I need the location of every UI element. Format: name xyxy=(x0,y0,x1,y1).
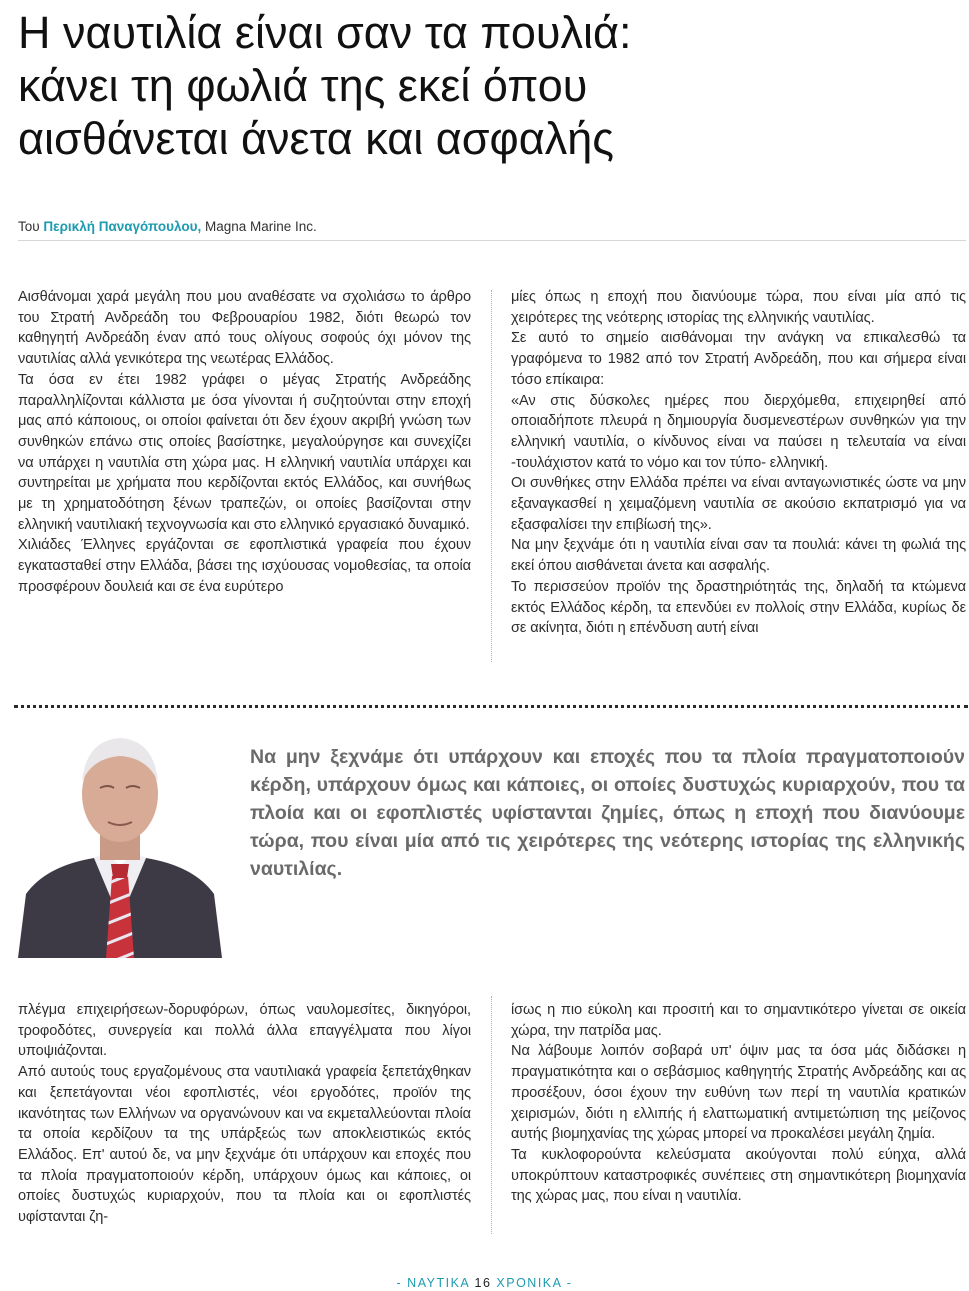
paragraph: μίες όπως η εποχή που διανύουμε τώρα, που είναι μία από τις χειρότερες της νεότερης ιστορίας της ελληνικής ναυτιλίας. xyxy=(511,289,966,326)
body-column-bottom-right xyxy=(511,1000,966,1207)
paragraph: Τα όσα εν έτει 1982 γράφει ο μέγας Στρατής Ανδρεάδης παραλληλίζονται κάλλιστα με όσα γίνονται ή συζητούνται στην εποχή μας από κάποιους, οι οποίοι φαίνεται ότι δεν έχουν ακριβή γνώση των συνθηκών επάνω στις οποίες βασίστηκε, μεγαλούργησε και συνεχίζει να υπάρχει η ναυτιλία στη χώρα μας. Η ελληνική ναυτιλία υπάρχει και συντηρείται με χρήματα που κερδίζονται εκτός Ελλάδος, και συνήθως με τη χρηματοδότηση ξένων τραπεζών, οι οποίες βασίζονται στην ελληνική ναυτιλιακή τεχνογνωσία και στο ελληνικό εργασιακό δυναμικό. xyxy=(18,371,471,533)
body-column-top-left xyxy=(18,287,471,598)
paragraph: Από αυτούς τους εργαζομένους στα ναυτιλιακά γραφεία ξεπετάχθηκαν και ξεπετάγονται νέοι εφοπλιστές, νέοι εργοδότες, προϊόν της ικανότητας των Ελλήνων να οργανώνουν και να εκμεταλλεύονται πλοία τα οποία κερδίζουν τα της υπάρξεώς των αποκλειστικώς εκτός Ελλάδος. Επ' αυτού δε, να μην ξεχνάμε ότι υπάρχουν και εποχές που τα πλοία πραγματοποιούν κέρδη, υπάρχουν όμως και κάποιες, οι οποίες δυστυχώς κυριαρχούν, που τα πλοία και οι εφοπλιστές υφίστανται ζη- xyxy=(18,1064,471,1226)
footer-publication-left: - ΝΑΥΤΙΚΑ xyxy=(396,1276,475,1290)
byline-author: Περικλή Παναγόπουλου, xyxy=(43,219,202,234)
paragraph: πλέγμα επιχειρήσεων-δορυφόρων, όπως ναυλομεσίτες, δικηγόροι, τροφοδότες, συνεργεία και πολλά άλλα επαγγέλματα που λίγοι υποψιάζονται. xyxy=(18,1002,471,1060)
headline-line: κάνει τη φωλιά της εκεί όπου xyxy=(18,60,588,111)
byline xyxy=(18,219,958,234)
article-headline xyxy=(18,6,958,165)
headline-line: αισθάνεται άνετα και ασφαλής xyxy=(18,113,614,164)
paragraph: Οι συνθήκες στην Ελλάδα πρέπει να είναι ανταγωνιστικές ώστε να μην εξαναγκασθεί η χειμαζόμενη ναυτιλία σε ακούσιο εκπατρισμό για να εξασφαλίσει την επιβίωσή της». xyxy=(511,475,966,533)
section-divider xyxy=(14,705,968,708)
footer-publication-right: ΧΡΟΝΙΚΑ - xyxy=(491,1276,573,1290)
paragraph: «Αν στις δύσκολες ημέρες που διερχόμεθα, επιχειρηθεί από οποιαδήποτε πλευρά η δημιουργία δυσμενεστέρων συνθηκών για την ελληνική ναυτιλία, ο κίνδυνος είναι να παύσει η τελευταία να είναι -τουλάχιστον κατά το νόμο και τον τύπο- ελληνική. xyxy=(511,392,966,471)
paragraph: Το περισσεύον προϊόν της δραστηριότητάς της, δηλαδή τα κτώμενα εκτός Ελλάδος κέρδη, τα επενδύει εν πολλοίς στην Ελλάδα, κυρίως δε σε ακίνητα, διότι η επένδυση αυτή είναι xyxy=(511,578,966,637)
byline-prefix: Του xyxy=(18,219,44,234)
paragraph: Αισθάνομαι χαρά μεγάλη που μου αναθέσατε να σχολιάσω το άρθρο του Στρατή Ανδρεάδη του Φεβρουαρίου 1982, διότι θεωρώ τον καθηγητή Ανδρεάδη έναν από τους ολίγους σοφούς όχι μόνον της ναυτιλίας αλλά γενικότερα της νεωτέρας Ελλάδος. xyxy=(18,289,471,368)
paragraph: Σε αυτό το σημείο αισθάνομαι την ανάγκη να επικαλεσθώ τα γραφόμενα το 1982 από τον Στρατή Ανδρεάδη, που και σήμερα είναι τόσο επίκαιρα: xyxy=(511,330,966,388)
headline-line: Η ναυτιλία είναι σαν τα πουλιά: xyxy=(18,7,632,58)
paragraph: Να μην ξεχνάμε ότι η ναυτιλία είναι σαν τα πουλιά: κάνει τη φωλιά της εκεί όπου αισθάνεται άνετα και ασφαλής. xyxy=(511,537,966,575)
column-divider xyxy=(491,996,492,1234)
body-column-bottom-left xyxy=(18,1000,471,1228)
page-footer xyxy=(0,1276,969,1290)
body-column-top-right xyxy=(511,287,966,639)
byline-divider xyxy=(18,240,966,241)
paragraph: Τα κυκλοφορούντα κελεύσματα ακούγονται πολύ εύηχα, αλλά υποκρύπτουν καταστροφικές συνέπειες στη σημαντικότερη βιομηχανία της χώρας μας, που είναι η ναυτιλία. xyxy=(511,1146,966,1205)
paragraph: ίσως η πιο εύκολη και προσιτή και το σημαντικότερο γίνεται σε οικεία χώρα, την πατρίδα μας. xyxy=(511,1002,966,1039)
column-divider xyxy=(491,290,492,662)
page-number: 16 xyxy=(474,1276,492,1290)
author-portrait xyxy=(16,718,224,958)
paragraph: Χιλιάδες Έλληνες εργάζονται σε εφοπλιστικά γραφεία που έχουν εγκατασταθεί στην Ελλάδα, βάσει της ισχύουσας νομοθεσίας, τα οποία προσφέρουν δουλειά και σε ένα ευρύτερο xyxy=(18,537,471,595)
pull-quote: Να μην ξεχνάμε ότι υπάρχουν και εποχές που τα πλοία πραγματοποιούν κέρδη, υπάρχουν όμως και κάποιες, οι οποίες δυστυχώς κυριαρχούν, που τα πλοία και οι εφοπλιστές υφίστανται ζημίες, όπως η εποχή που διανύουμε τώρα, που είναι μία από τις χειρότερες της νεότερης ιστορίας της ελληνικής ναυτιλίας. xyxy=(250,746,965,880)
paragraph: Να λάβουμε λοιπόν σοβαρά υπ' όψιν μας τα όσα μάς διδάσκει η πραγματικότητα και ο σεβάσμιος καθηγητής Στρατής Ανδρεάδης και ας προσέξουν, όσοι έχουν την ευθύνη των περί τη ναυτιλία κρατικών χειρισμών, διότι η ελλιπής ή ελαττωματική αντιμετώπιση της μείζονος αυτής βιομηχανίας της χώρας μπορεί να προκαλέσει μεγάλη ζημία. xyxy=(511,1043,966,1143)
byline-affiliation: Magna Marine Inc. xyxy=(201,219,317,234)
